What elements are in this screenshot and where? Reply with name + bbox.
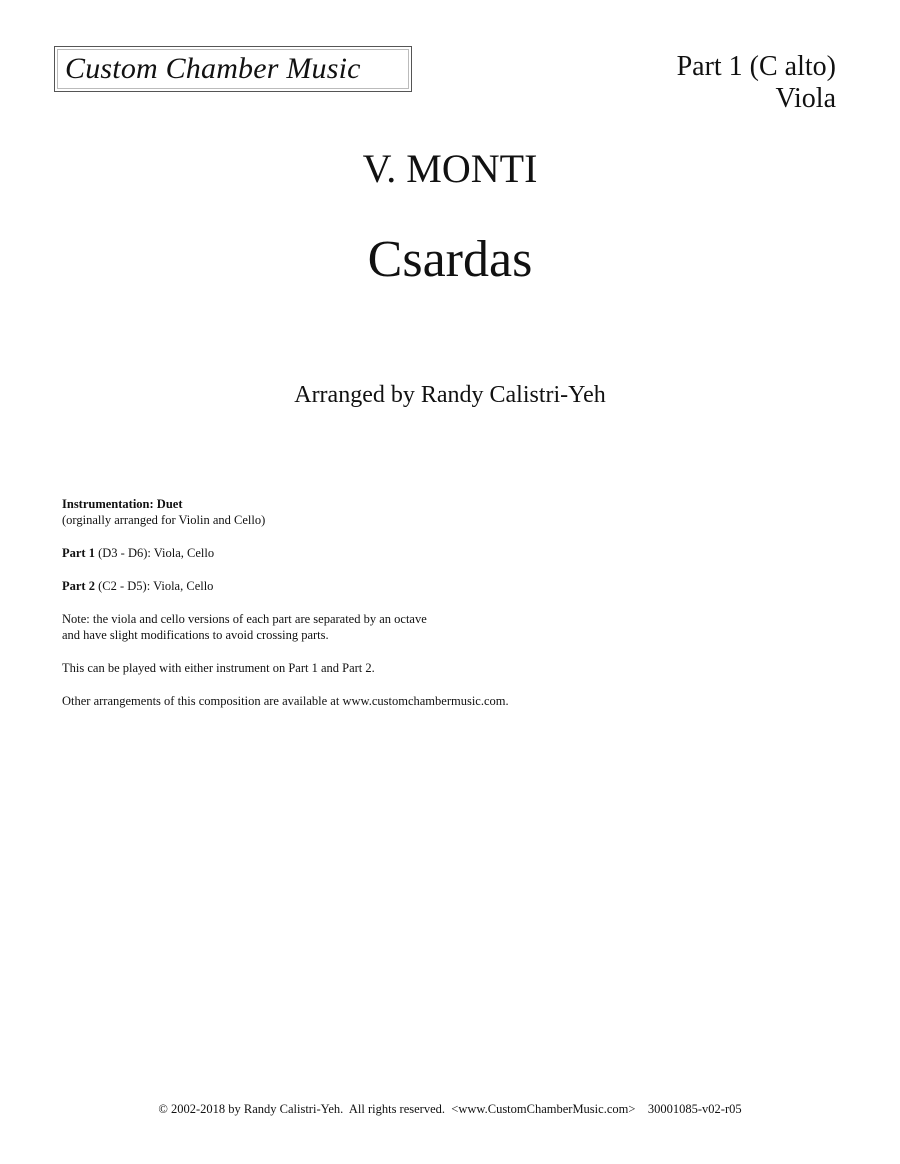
- either-instrument-paragraph: This can be played with either instrument on Part 1 and Part 2.: [62, 661, 375, 675]
- publisher-logo-box: [54, 46, 412, 92]
- instrumentation-paragraph: [62, 496, 702, 528]
- publisher-logo-inner-border: [57, 49, 409, 89]
- piece-title: Csardas: [367, 231, 533, 288]
- footer-catalog-id: 30001085-v02-r05: [647, 1102, 742, 1116]
- part-label: Part 1 (C alto): [676, 51, 836, 82]
- instrumentation-label: Instrumentation: Duet: [62, 497, 183, 511]
- part2-paragraph: [62, 578, 702, 594]
- page-footer: [0, 1101, 900, 1117]
- other-arrangements-paragraph: Other arrangements of this composition are available at www.customchambermusic.com.: [62, 694, 509, 708]
- part2-label: Part 2: [62, 579, 95, 593]
- octave-note-line1: Note: the viola and cello versions of each part are separated by an octave: [62, 612, 427, 626]
- instrument-label: Viola: [775, 83, 836, 114]
- octave-note-paragraph: [62, 611, 702, 643]
- composer-name: V. MONTI: [362, 146, 538, 191]
- footer-website: <www.CustomChamberMusic.com>: [451, 1102, 636, 1116]
- part-info: [677, 51, 836, 115]
- instrumentation-note: (orginally arranged for Violin and Cello): [62, 513, 266, 527]
- octave-note-line2: and have slight modifications to avoid crossing parts.: [62, 628, 329, 642]
- part1-label: Part 1: [62, 546, 95, 560]
- part1-paragraph: [62, 545, 702, 561]
- footer-copyright: © 2002-2018 by Randy Calistri-Yeh. All rights reserved.: [158, 1102, 446, 1116]
- part1-detail: (D3 - D6): Viola, Cello: [98, 546, 215, 560]
- publisher-name: Custom Chamber Music: [65, 52, 361, 85]
- performance-notes: [62, 496, 702, 726]
- part2-detail: (C2 - D5): Viola, Cello: [98, 579, 214, 593]
- arranger-credit: Arranged by Randy Calistri-Yeh: [294, 382, 606, 408]
